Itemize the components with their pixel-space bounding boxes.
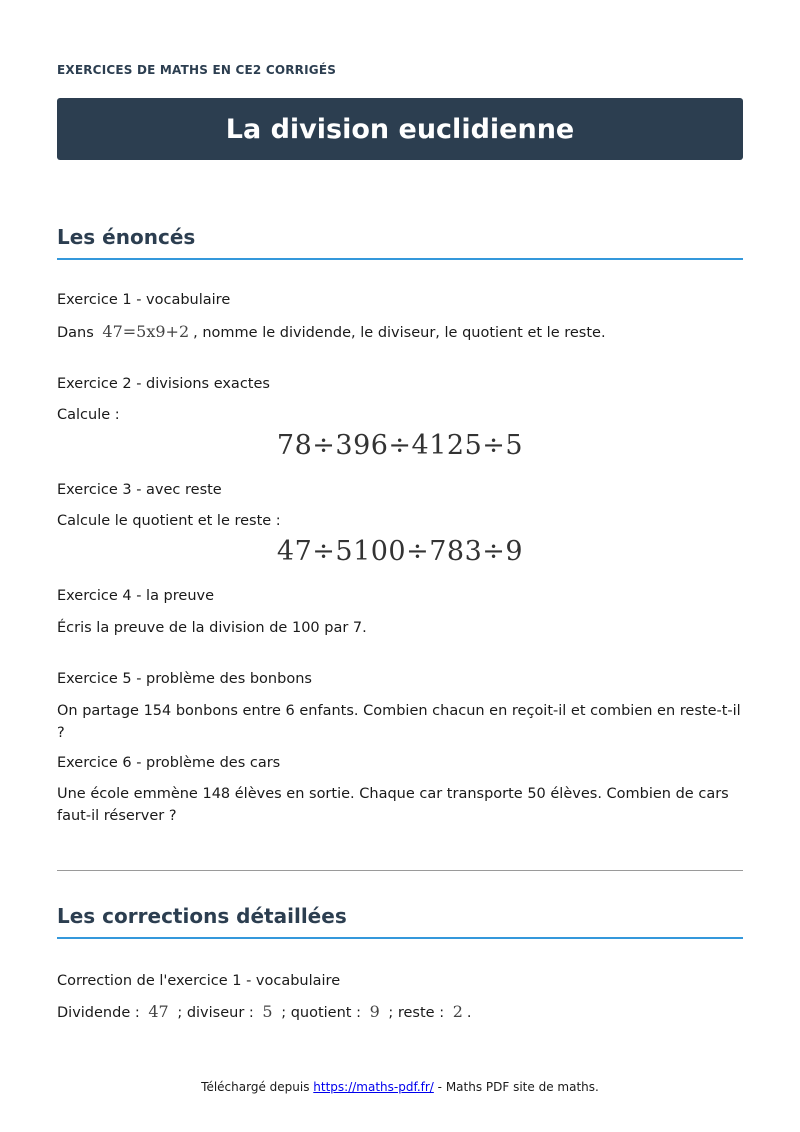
dividend-value: 47 (148, 1002, 169, 1021)
correction-1-answer (57, 1001, 743, 1024)
remainder-value: 2 (452, 1002, 463, 1021)
exercise-1-suffix: , nomme le dividende, le diviseur, le quotient et le reste. (193, 325, 606, 341)
page-kicker: EXERCICES DE MATHS EN CE2 CORRIGÉS (57, 63, 337, 77)
exercise-2-math: 78÷396÷4125÷5 (276, 430, 524, 461)
exercise-3-instruction: Calcule le quotient et le reste : (57, 513, 281, 529)
answer-end: . (466, 1005, 472, 1021)
quotient-label: ; quotient : (281, 1005, 361, 1021)
footer-link[interactable]: https://maths-pdf.fr/ (313, 1080, 434, 1094)
exercise-4-title: Exercice 4 - la preuve (57, 588, 215, 604)
title-banner (57, 98, 743, 160)
exercise-5-title: Exercice 5 - problème des bonbons (57, 671, 312, 687)
divisor-value: 5 (262, 1002, 273, 1021)
exercise-1-title: Exercice 1 - vocabulaire (57, 292, 231, 308)
exercise-4-text: Écris la preuve de la division de 100 par 7. (57, 620, 367, 636)
exercise-1-math: 47=5x9+2 (102, 322, 190, 341)
page-title: La division euclidienne (225, 113, 575, 145)
remainder-label: ; reste : (388, 1005, 445, 1021)
page-footer (0, 1080, 800, 1094)
corrections-heading: Les corrections détaillées (57, 904, 743, 939)
divisor-label: ; diviseur : (177, 1005, 254, 1021)
footer-prefix: Téléchargé depuis (201, 1080, 310, 1094)
section-divider (57, 870, 743, 871)
exercise-1-prefix: Dans (57, 325, 94, 341)
exercise-3-title: Exercice 3 - avec reste (57, 482, 222, 498)
exercise-1-statement (57, 321, 743, 344)
exercise-2-title: Exercice 2 - divisions exactes (57, 376, 270, 392)
statements-heading: Les énoncés (57, 225, 743, 260)
footer-suffix: - Maths PDF site de maths. (437, 1080, 599, 1094)
quotient-value: 9 (369, 1002, 380, 1021)
exercise-2-instruction: Calcule : (57, 407, 120, 423)
exercise-6-title: Exercice 6 - problème des cars (57, 755, 281, 771)
correction-1-title: Correction de l'exercice 1 - vocabulaire (57, 973, 341, 989)
exercise-5-text: On partage 154 bonbons entre 6 enfants. Combien chacun en reçoit-il et combien en reste-t-il ? (57, 703, 741, 741)
exercise-6-text: Une école emmène 148 élèves en sortie. Chaque car transporte 50 élèves. Combien de cars faut-il réserver ? (57, 786, 729, 824)
exercise-3-math: 47÷5100÷783÷9 (276, 536, 524, 567)
dividend-label: Dividende : (57, 1005, 140, 1021)
